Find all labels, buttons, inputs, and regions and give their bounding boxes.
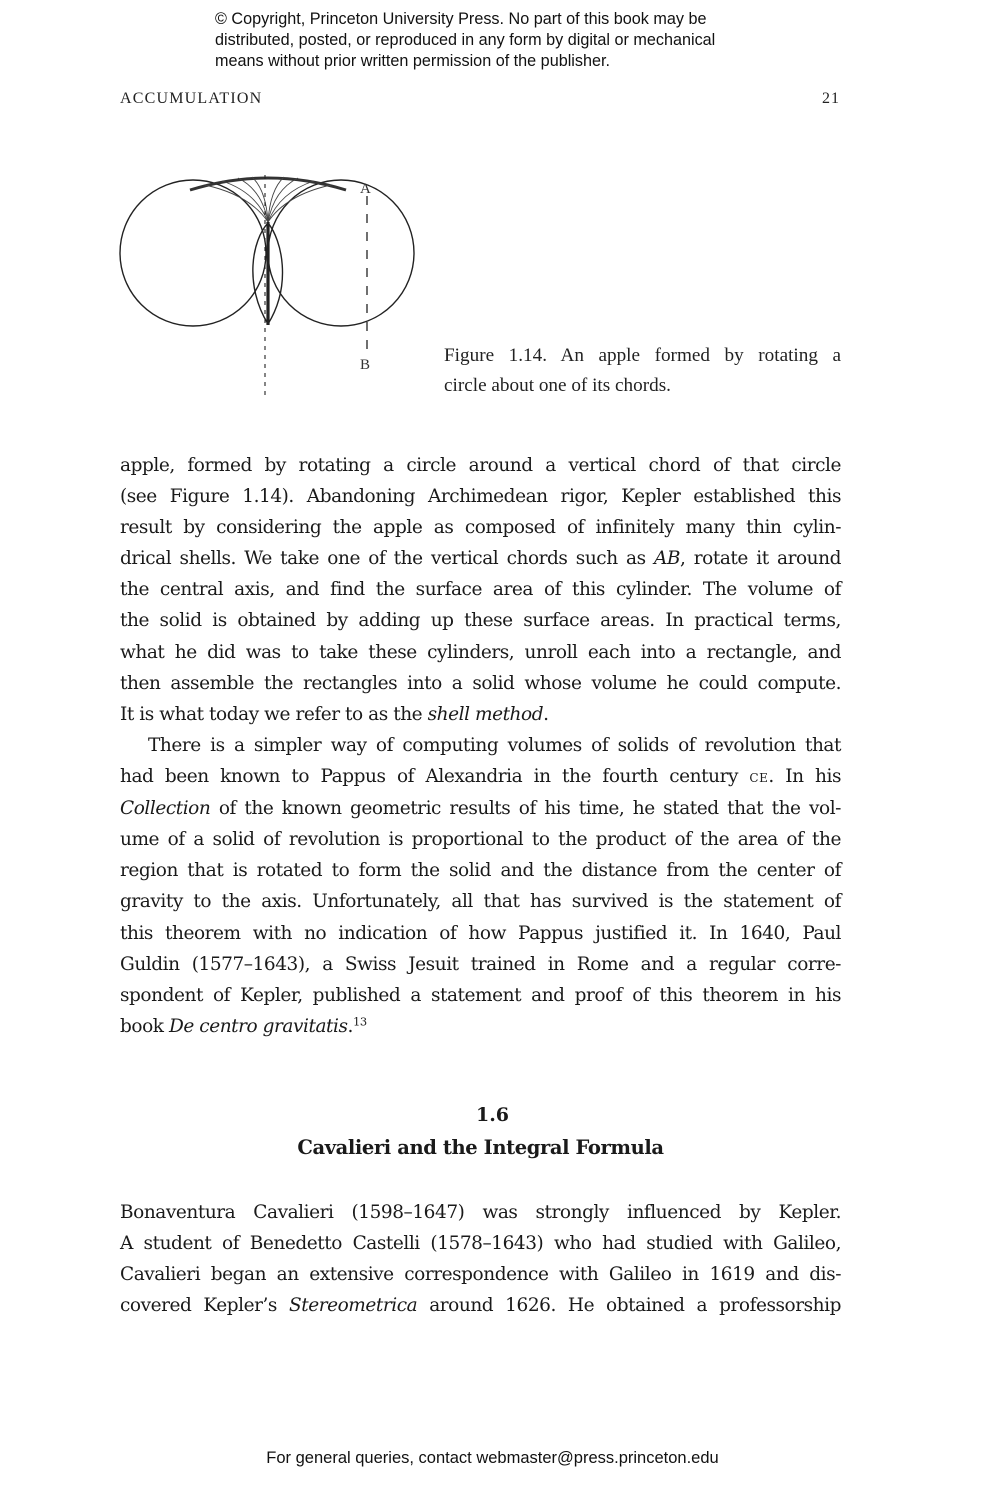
text-line: gravity to the axis. Unfortunately, all that has survived is the statement of <box>120 891 841 913</box>
text-line: There is a simpler way of computing volumes of solids of revolution that <box>148 735 841 756</box>
paragraph-pappus <box>120 730 841 1042</box>
copyright-line: © Copyright, Princeton University Press. No part of this book may be <box>215 10 707 28</box>
lens-left-arc <box>253 223 268 324</box>
text-line: covered Kepler’s Stereometrica around 1626. He obtained a professorship <box>120 1295 842 1317</box>
section-title: Cavalieri and the Integral Formula <box>297 1136 664 1159</box>
text-line: result by considering the apple as composed of infinitely many thin cylin- <box>120 517 841 539</box>
apple-top-arc <box>190 178 346 190</box>
text-line: It is what today we refer to as the shell method. <box>120 703 549 725</box>
text-line: Collection of the known geometric results of his time, he stated that the vol- <box>120 798 841 820</box>
paragraph-cavalieri <box>120 1197 841 1321</box>
text-line: the central axis, and find the surface area of this cylinder. The volume of <box>120 579 841 601</box>
text-line: the solid is obtained by adding up these surface areas. In practical terms, <box>120 610 841 632</box>
text-line: Guldin (1577–1643), a Swiss Jesuit trained in Rome and a regular corre- <box>120 953 841 975</box>
text-line: ume of a solid of revolution is proportional to the product of the area of the <box>120 829 841 851</box>
copyright-notice <box>215 9 815 72</box>
copyright-line: means without prior written permission of the publisher. <box>215 52 610 70</box>
footer-contact: For general queries, contact webmaster@press.princeton.edu <box>266 1449 719 1467</box>
copyright-line: distributed, posted, or reproduced in any form by digital or mechanical <box>215 31 716 49</box>
figure-caption <box>444 341 841 401</box>
text-line: region that is rotated to form the solid and the distance from the center of <box>120 860 841 882</box>
text-line: (see Figure 1.14). Abandoning Archimedean rigor, Kepler established this <box>120 486 841 508</box>
text-line: apple, formed by rotating a circle around a vertical chord of that circle <box>120 455 841 476</box>
fan-lines <box>205 177 331 222</box>
text-line: what he did was to take these cylinders, unroll each into a rectangle, and <box>120 641 841 663</box>
label-a: A <box>360 181 371 197</box>
page-number: 21 <box>822 90 840 107</box>
right-circle <box>268 180 414 326</box>
paragraph-shell-method <box>120 450 841 730</box>
apple-figure <box>110 165 430 400</box>
text-line: Cavalieri began an extensive correspondence with Galileo in 1619 and dis- <box>120 1264 841 1286</box>
text-line: Bonaventura Cavalieri (1598–1647) was strongly influenced by Kepler. <box>120 1202 841 1223</box>
caption-line: circle about one of its chords. <box>444 375 671 396</box>
text-line: book De centro gravitatis.$^{13}$ <box>120 1014 367 1037</box>
running-head: ACCUMULATION <box>120 90 263 107</box>
left-circle <box>120 180 266 326</box>
label-b: B <box>360 357 371 373</box>
caption-line: Figure 1.14. An apple formed by rotating a <box>444 345 841 366</box>
text-line: this theorem with no indication of how Pappus justified it. In 1640, Paul <box>120 922 841 944</box>
text-line: had been known to Pappus of Alexandria in the fourth century ce. In his <box>120 766 841 788</box>
text-line: spondent of Kepler, published a statement and proof of this theorem in his <box>120 984 841 1006</box>
footnote-ref[interactable]: 13 <box>352 1014 367 1029</box>
text-line: drical shells. We take one of the vertical chords such as AB, rotate it around <box>120 548 841 570</box>
section-number: 1.6 <box>475 1104 510 1126</box>
text-line: then assemble the rectangles into a solid whose volume he could compute. <box>120 672 841 694</box>
text-line: A student of Benedetto Castelli (1578–1643) who had studied with Galileo, <box>120 1233 841 1255</box>
